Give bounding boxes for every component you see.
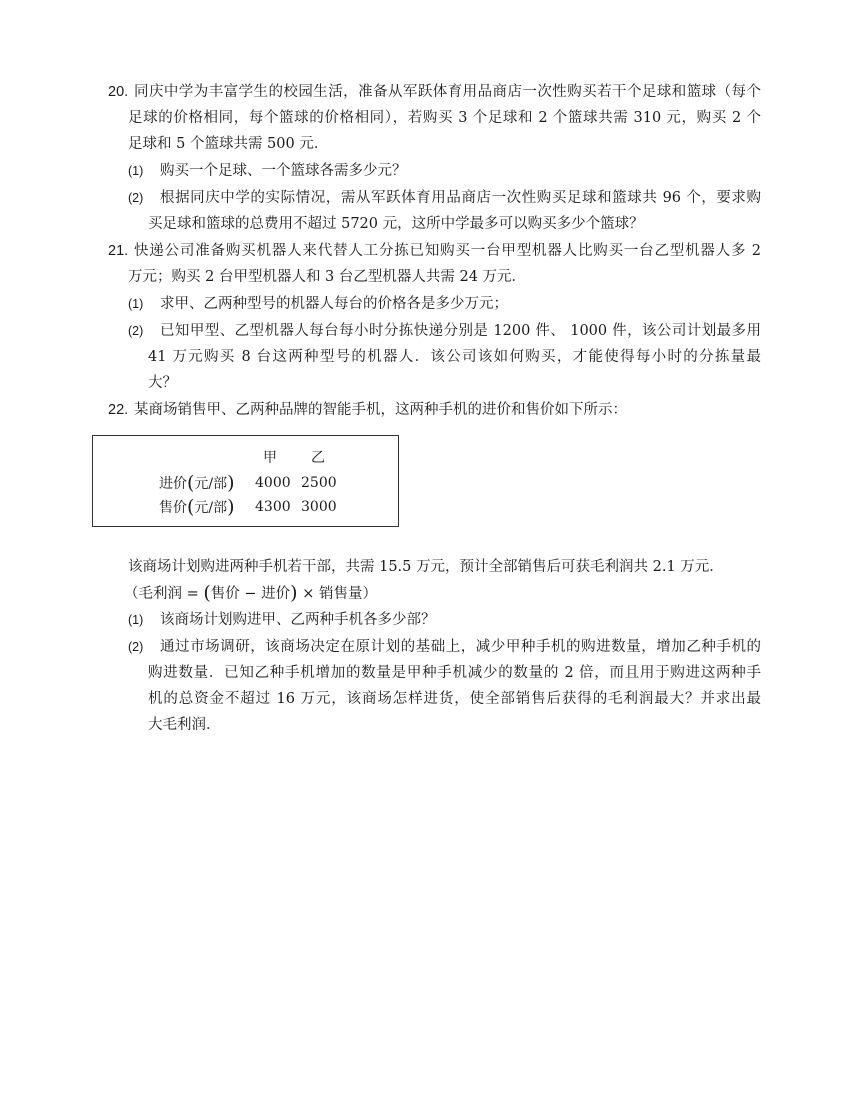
question-text-line: 万元；购买 2 台甲型机器人和 3 台乙型机器人共需 24 万元． (128, 269, 527, 285)
sub-question-number: (2) (128, 191, 144, 205)
question-number: 21. (108, 243, 129, 259)
column-header-yi: 乙 (311, 450, 325, 466)
question-text-line: 某商场销售甲、乙两种品牌的智能手机，这两种手机的进价和售价如下所示： (134, 402, 627, 418)
question-text-line: 快递公司准备购买机器人来代替人工分拣已知购买一台甲型机器人比购买一台乙型机器人多 2 (134, 243, 761, 259)
sub-question-text: 大？ (148, 375, 177, 391)
sub-question-number: (2) (128, 324, 144, 338)
sub-question-text: 通过市场调研，该商场决定在原计划的基础上，减少甲种手机的购进数量，增加乙种手机的 (160, 639, 761, 655)
sub-question-text: 该商场计划购进甲、乙两种手机各多少部？ (160, 612, 436, 628)
sub-question-number: (1) (128, 297, 144, 311)
column-header-jia: 甲 (263, 450, 277, 466)
row-label-cost: 进价(元/部) (159, 472, 235, 494)
sub-question-text: 买足球和篮球的总费用不超过 5720 元，这所中学最多可以购买多少个篮球？ (148, 216, 644, 232)
question-text-line: 同庆中学为丰富学生的校园生活，准备从军跃体育用品商店一次性购买若干个足球和篮球（每个 (134, 84, 761, 100)
sub-question-text: 购进数量．已知乙种手机增加的数量是甲种手机减少的数量的 2 倍，而且用于购进这两种手 (148, 665, 761, 681)
cell-price-yi: 3000 (301, 499, 337, 515)
sub-question-text: 41 万元购买 8 台这两种型号的机器人．该公司该如何购买，才能使得每小时的分拣量最 (148, 349, 761, 365)
sub-question-number: (2) (128, 640, 144, 654)
question-text-line: 该商场计划购进两种手机若干部，共需 15.5 万元，预计全部销售后可获毛利润共 2.1 万元． (128, 559, 724, 575)
price-table (92, 435, 399, 527)
profit-formula: （毛利润 = (售价 − 进价) × 销售量） (124, 582, 377, 604)
question-text-line: 足球的价格相同，每个篮球的价格相同），若购买 3 个足球和 2 个篮球共需 310 元，购买 2 个 (128, 110, 761, 126)
sub-question-text: 购买一个足球、一个篮球各需多少元？ (160, 163, 407, 179)
sub-question-text: 机的总资金不超过 16 万元，该商场怎样进货，使全部销售后获得的毛利润最大？并求出最 (148, 691, 761, 707)
cell-cost-yi: 2500 (301, 475, 337, 491)
question-text-line: 足球和 5 个篮球共需 500 元． (128, 136, 329, 152)
sub-question-number: (1) (128, 613, 144, 627)
sub-question-text: 大毛利润． (148, 717, 221, 733)
sub-question-text: 已知甲型、乙型机器人每台每小时分拣快递分别是 1200 件、 1000 件，该公司计划最多用 (160, 323, 761, 339)
sub-question-text: 根据同庆中学的实际情况，需从军跃体育用品商店一次性购买足球和篮球共 96 个，要求购 (160, 190, 761, 206)
question-number: 20. (108, 84, 129, 100)
row-label-price: 售价(元/部) (159, 496, 235, 518)
cell-cost-jia: 4000 (255, 475, 291, 491)
sub-question-text: 求甲、乙两种型号的机器人每台的价格各是多少万元； (160, 296, 508, 312)
cell-price-jia: 4300 (255, 499, 291, 515)
sub-question-number: (1) (128, 164, 144, 178)
question-number: 22. (108, 402, 129, 418)
